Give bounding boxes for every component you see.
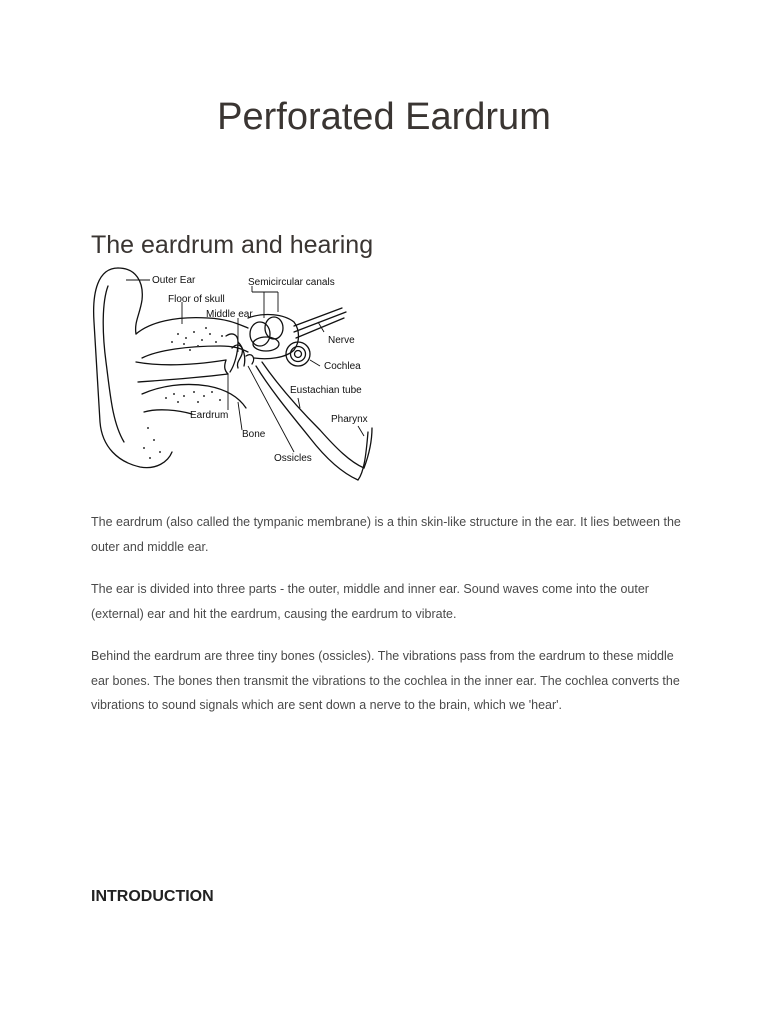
- label-semicircular-canals: Semicircular canals: [248, 277, 335, 288]
- label-eardrum: Eardrum: [190, 410, 229, 421]
- label-ossicles: Ossicles: [274, 453, 312, 464]
- page-title: Perforated Eardrum: [217, 96, 551, 138]
- label-bone: Bone: [242, 429, 266, 440]
- ear-anatomy-diagram: [88, 262, 378, 490]
- label-pharynx: Pharynx: [331, 414, 368, 425]
- paragraph-ossicles: Behind the eardrum are three tiny bones (ossicles). The vibrations pass from the eardrum to these middle ear bones. The bones then transmit the vibrations to the cochlea in the inner ear. The cochlea converts the vibrations to sound signals which are sent down a nerve to the brain, which we 'hear'.: [91, 649, 680, 712]
- introduction-heading: INTRODUCTION: [91, 888, 214, 905]
- label-eustachian-tube: Eustachian tube: [290, 385, 362, 396]
- section-heading: The eardrum and hearing: [91, 231, 374, 259]
- label-floor-of-skull: Floor of skull: [168, 294, 225, 305]
- paragraph-ear-parts: The ear is divided into three parts - the outer, middle and inner ear. Sound waves come into the outer (external) ear and hit the eardrum, causing the eardrum to vibrate.: [91, 582, 649, 621]
- paragraph-eardrum-definition: The eardrum (also called the tympanic membrane) is a thin skin-like structure in the ear. It lies between the outer and middle ear.: [91, 515, 681, 554]
- label-middle-ear: Middle ear: [206, 309, 253, 320]
- label-cochlea: Cochlea: [324, 361, 361, 372]
- label-nerve: Nerve: [328, 335, 355, 346]
- label-outer-ear: Outer Ear: [152, 275, 196, 286]
